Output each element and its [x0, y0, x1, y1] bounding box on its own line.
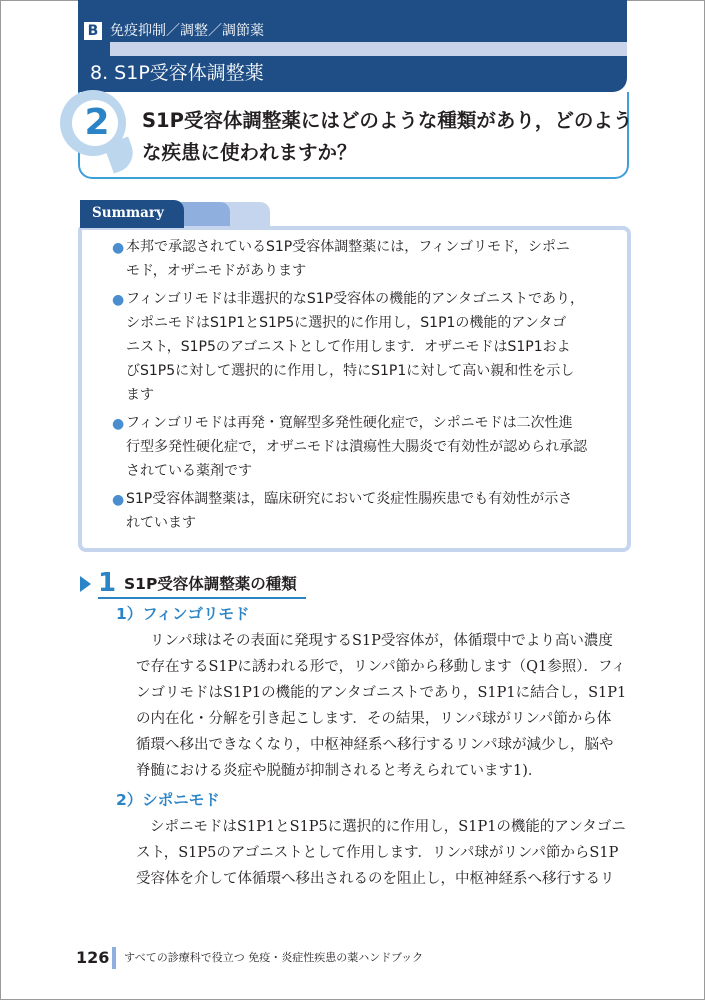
section-arrow-icon: [80, 576, 91, 592]
body-text-line: ンゴリモドはS1P1の機能的アンタゴニストであり，S1P1に結合し，S1P1: [136, 685, 627, 701]
question-text-line: S1P受容体調整薬にはどのような種類があり，どのよう: [142, 109, 633, 132]
subsection-title: 2）シポニモド: [116, 791, 220, 809]
chapter-title: 8. S1P受容体調整薬: [90, 62, 264, 84]
page-number: 126: [76, 948, 110, 967]
body-text-line: スト，S1P5のアゴニストとして作用します．リンパ球がリンパ節からS1P: [136, 845, 619, 861]
question-number: 2: [84, 102, 110, 143]
summary-line: れています: [126, 515, 196, 531]
section-underline: [98, 597, 306, 599]
summary-label: Summary: [92, 205, 164, 221]
summary-line: 行型多発性硬化症で，オザニモドは潰瘍性大腸炎で有効性が認められ承認: [126, 439, 588, 455]
body-text-line: の内在化・分解を引き起こします．その結果，リンパ球がリンパ節から体: [136, 711, 612, 727]
bullet-icon: ●: [112, 292, 125, 308]
section-title: 免疫抑制／調整／調節薬: [110, 23, 264, 39]
summary-line: モド，オザニモドがあります: [126, 263, 307, 279]
summary-line: されている薬剤です: [126, 463, 252, 479]
summary-line: シポニモドはS1P1とS1P5に選択的に作用し，S1P1の機能的アンタゴ: [126, 315, 567, 331]
body-text-line: 受容体を介して体循環へ移出されるのを阻止し，中枢神経系へ移行するリ: [136, 871, 615, 887]
summary-line: びS1P5に対して選択的に作用し，特にS1P1に対して高い親和性を示し: [126, 363, 575, 379]
summary-line: フィンゴリモドは非選択的なS1P受容体の機能的アンタゴニストであり，: [126, 291, 584, 307]
summary-line: ニスト，S1P5のアゴニストとして作用します．オザニモドはS1P1およ: [126, 339, 571, 355]
summary-line: 本邦で承認されているS1P受容体調整薬には，フィンゴリモド，シポニ: [126, 239, 570, 255]
body-text-line: リンパ球はその表面に発現するS1P受容体が，体循環中でより高い濃度: [150, 633, 613, 649]
header-stripe: [110, 42, 627, 56]
summary-line: フィンゴリモドは再発・寛解型多発性硬化症で，シポニモドは二次性進: [126, 415, 573, 431]
summary-line: ます: [126, 387, 154, 403]
section-title-heading: S1P受容体調整薬の種類: [124, 575, 297, 593]
bullet-icon: ●: [112, 416, 125, 432]
body-text-line: 循環へ移出できなくなり，中枢神経系へ移行するリンパ球が減少し，脳や: [136, 737, 614, 753]
section-letter-badge: B: [84, 22, 102, 40]
bullet-icon: ●: [112, 492, 125, 508]
body-text-line: で存在するS1Pに誘われる形で，リンパ節から移動します（Q1参照）．フィ: [136, 659, 626, 675]
bullet-icon: ●: [112, 240, 125, 256]
body-text-line: 脊髄における炎症や脱髄が抑制されると考えられています1)．: [136, 763, 543, 779]
section-number: 1: [98, 568, 117, 598]
footer-divider: [112, 947, 116, 969]
subsection-title: 1）フィンゴリモド: [116, 605, 250, 623]
body-text-line: シポニモドはS1P1とS1P5に選択的に作用し，S1P1の機能的アンタゴニ: [150, 819, 626, 835]
question-text-line: な疾患に使われますか？: [142, 141, 357, 164]
book-title: すべての診療科で役立つ 免疫・炎症性疾患の薬ハンドブック: [124, 951, 424, 964]
summary-line: S1P受容体調整薬は，臨床研究において炎症性腸疾患でも有効性が示さ: [126, 491, 573, 507]
